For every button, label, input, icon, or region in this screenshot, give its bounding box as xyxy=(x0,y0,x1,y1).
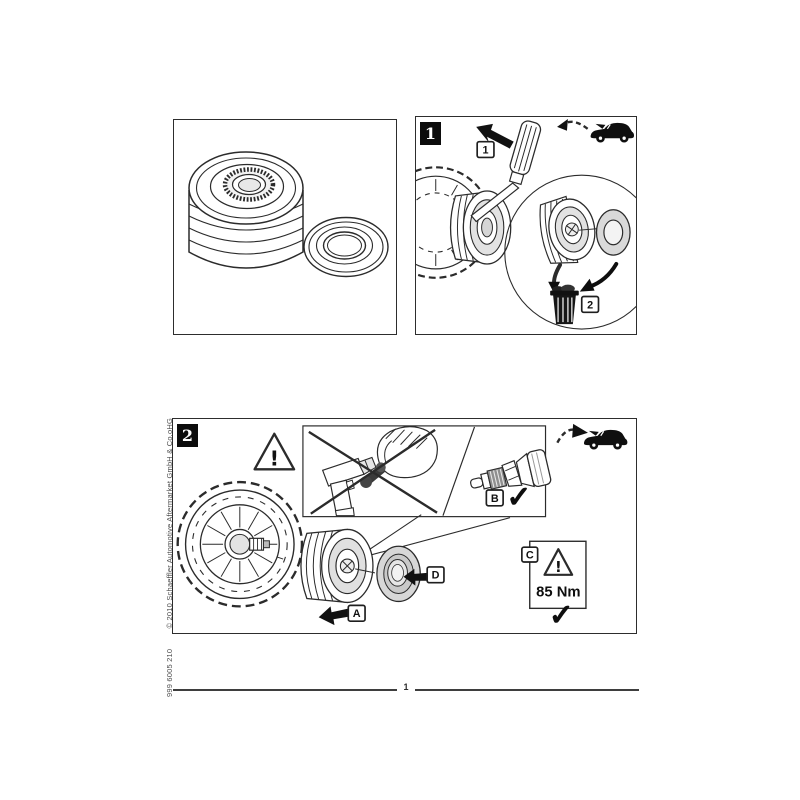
callout-tool xyxy=(486,490,503,506)
callout-discard xyxy=(582,297,599,313)
arrow-toward-car xyxy=(572,424,588,438)
copyright-notice: © 2010 Schaeffler Automotive Aftermarket GmbH & Co.oHG xyxy=(164,418,174,629)
torque-value: 85 Nm xyxy=(536,584,581,601)
pulley-a-drawing xyxy=(301,529,375,602)
pointer-lines xyxy=(361,515,510,557)
step2-illustration xyxy=(173,419,636,633)
car-install-icon xyxy=(557,424,627,450)
footer-rule-right xyxy=(415,689,639,691)
callout-tool-label: B xyxy=(490,492,499,505)
fit-pulley-arrow xyxy=(319,606,352,625)
protection-cap-drawing xyxy=(304,218,388,277)
car-icon xyxy=(584,430,627,450)
panel-parts-overview xyxy=(173,119,397,335)
detail-pulley-drawing xyxy=(536,192,605,268)
warning-triangle-icon xyxy=(255,434,294,471)
detail-cap-drawing xyxy=(597,210,631,255)
inset-tool-instruction xyxy=(303,426,552,517)
side-vertical-text xyxy=(163,418,175,697)
step1-badge: 1 xyxy=(420,122,441,145)
torque-spec-box xyxy=(522,541,586,632)
parts-illustration xyxy=(174,120,396,334)
callout-cap xyxy=(427,567,444,583)
trash-bin-icon xyxy=(550,285,579,324)
step1-illustration xyxy=(416,117,636,334)
alternator-rotor-drawing xyxy=(178,482,302,606)
warning-exclamation: ! xyxy=(269,446,280,471)
arrow-away-from-car xyxy=(557,119,568,131)
callout-remove-cap-label: 1 xyxy=(482,144,489,157)
footer-rule-left xyxy=(173,689,397,691)
callout-pulley-label: A xyxy=(352,608,361,621)
callout-torque xyxy=(522,547,538,562)
car-removal-icon xyxy=(557,119,634,143)
tool-checkmark-icon: ✓ xyxy=(506,479,532,514)
torque-checkmark-icon: ✓ xyxy=(548,598,574,633)
page-number: 1 xyxy=(403,682,409,692)
step2-badge: 2 xyxy=(177,424,198,447)
order-number: 999 6005 210 xyxy=(164,648,174,697)
callout-remove-cap xyxy=(477,142,494,158)
callout-torque-label: C xyxy=(525,549,534,562)
callout-pulley xyxy=(348,605,365,621)
panel-step2 xyxy=(172,418,637,634)
callout-discard-label: 2 xyxy=(587,299,594,312)
car-icon xyxy=(591,123,634,143)
panel-step1 xyxy=(415,116,637,335)
torque-warning-exclamation: ! xyxy=(554,558,562,576)
callout-cap-label: D xyxy=(431,569,440,582)
overrunning-pulley-drawing xyxy=(189,152,303,268)
